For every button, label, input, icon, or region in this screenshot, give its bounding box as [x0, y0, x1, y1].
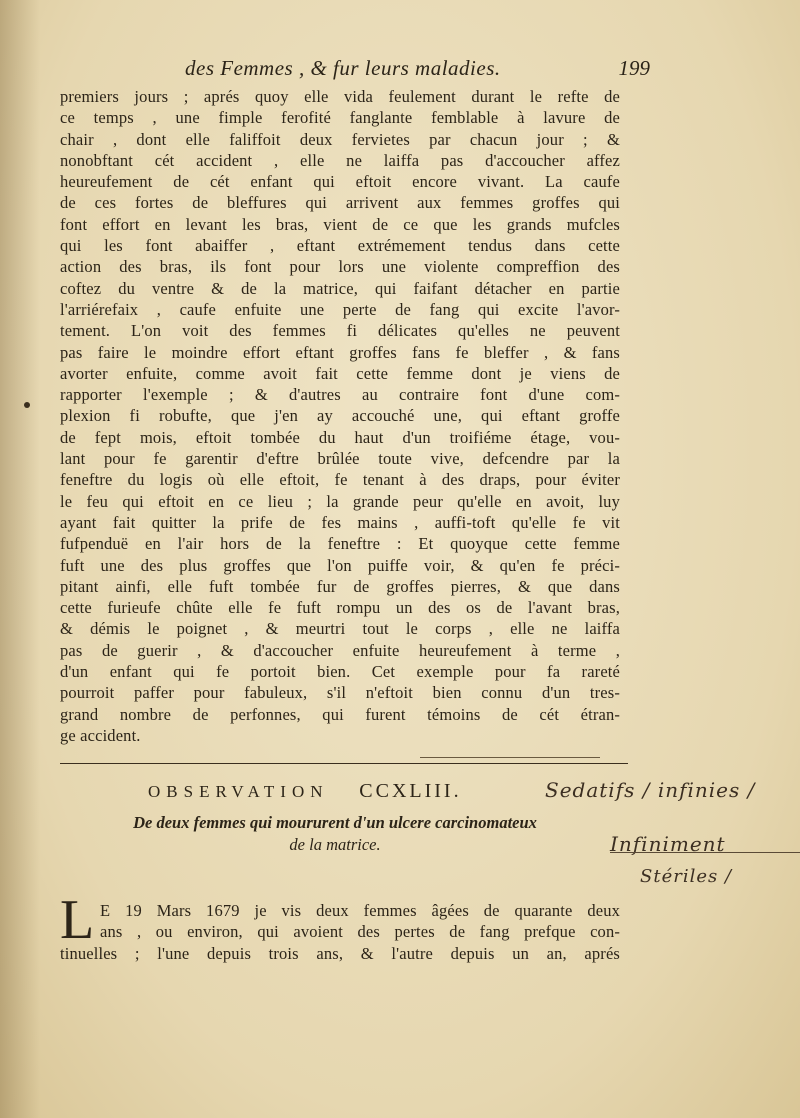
page-number: 199: [618, 56, 650, 80]
text-line: pas de guerir , & d'accoucher enfuite heureufement à terme ,: [60, 640, 620, 660]
observation-title-line2: de la matrice.: [289, 835, 381, 854]
handwritten-note-2: Infiniment: [610, 832, 726, 856]
text-line: heureufement de cét enfant qui eftoit encore vivant. La caufe: [60, 172, 620, 192]
text-line: pitant ainfi, elle fuft tombée fur de groffes pierres, & que dans: [60, 576, 620, 596]
decorative-rule-short: [420, 757, 600, 758]
observation-number: CCXLIII.: [359, 780, 462, 802]
text-line: tement. L'on voit des femmes fi délicates qu'elles ne peuvent: [60, 321, 620, 341]
text-line: de fept mois, eftoit tombée du haut d'un troifiéme étage, vou-: [60, 427, 620, 447]
text-line: premiers jours ; aprés quoy elle vida feulement durant le refte de: [60, 87, 620, 106]
text-line: ge accident.: [60, 725, 141, 745]
text-line: le feu qui eftoit en ce lieu ; la grande peur qu'elle en avoit, luy: [60, 491, 620, 511]
text-line: & démis le poignet , & meurtri tout le corps , elle ne laiffa: [60, 619, 620, 639]
handwritten-note-3: Stériles /: [640, 866, 733, 887]
text-line: chair , dont elle faliffoit deux fervietes par chacun jour ; &: [60, 129, 620, 149]
running-head: [60, 56, 650, 86]
text-line: lant pour fe garentir d'eftre brûlée toute vive, defcendre par la: [60, 449, 620, 469]
text-line: d'un enfant qui fe portoit bien. Cet exemple pour fa rareté: [60, 662, 620, 682]
text-line: E 19 Mars 1679 je vis deux femmes âgées de quarante deux: [100, 901, 620, 920]
text-line: rapporter l'exemple ; & d'autres au contraire font d'une com-: [60, 385, 620, 405]
text-line: avorter enfuite, comme avoit fait cette femme dont je viens de: [60, 363, 620, 383]
text-line: cette furieufe chûte elle fe fuft rompu un des os de l'avant bras,: [60, 598, 620, 618]
observation-heading: [148, 780, 528, 806]
handwritten-underline: [610, 852, 800, 853]
text-line: nonobftant cét accident , elle ne laiffa pas d'accoucher affez: [60, 150, 620, 170]
observation-label: OBSERVATION: [148, 782, 329, 801]
text-line: pourroit paffer pour fabuleux, s'il n'eftoit bien connu d'un tres-: [60, 683, 620, 703]
text-line: pas faire le moindre effort eftant groffes fans fe bleffer , & fans: [60, 342, 620, 362]
text-line: de ces fortes de bleffures qui arrivent aux femmes groffes qui: [60, 193, 620, 213]
text-line: plexion fi robufte, que j'en ay accouché une, qui eftant groffe: [60, 406, 620, 426]
text-line: feneftre du logis où elle eftoit, fe tenant à des draps, pour éviter: [60, 470, 620, 490]
running-title: des Femmes , & fur leurs maladies.: [185, 56, 501, 80]
text-line: action des bras, ils font pour lors une violente compreffion des: [60, 257, 620, 277]
observation-title: [100, 812, 570, 856]
text-line: tinuelles ; l'une depuis trois ans, & l'autre depuis un an, aprés: [60, 943, 620, 963]
observation-paragraph: [60, 900, 620, 964]
handwritten-note-1: Sedatifs / infinies /: [545, 778, 756, 802]
body-paragraph: [60, 86, 620, 746]
text-line: ce temps , une fimple ferofité fanglante femblable à lavure de: [60, 108, 620, 128]
text-line: l'arriérefaix , caufe enfuite une perte de fang qui excite l'avor-: [60, 299, 620, 319]
text-line: font effort en levant les bras, vient de ce que les grands mufcles: [60, 214, 620, 234]
drop-cap: L: [60, 889, 95, 951]
text-line: ayant fait quitter la prife de fes mains , auffi-toft qu'elle fe vit: [60, 512, 620, 532]
margin-mark: [24, 402, 30, 408]
text-line: fufpenduë en l'air hors de la feneftre : Et quoyque cette femme: [60, 534, 620, 554]
text-line: coftez du ventre & de la matrice, qui faifant détacher en partie: [60, 278, 620, 298]
observation-title-line1: De deux femmes qui moururent d'un ulcere carcinomateux: [133, 813, 537, 832]
text-line: fuft une des plus groffes que l'on puiffe voir, & qu'en fe préci-: [60, 555, 620, 575]
text-line: grand nombre de perfonnes, qui furent témoins de cét étran-: [60, 704, 620, 724]
section-divider: [60, 763, 628, 764]
text-line: ans , ou environ, qui avoient des pertes de fang prefque con-: [100, 922, 620, 942]
text-line: qui les font abaiffer , eftant extrémement tendus dans cette: [60, 236, 620, 256]
binding-shadow: [0, 0, 40, 1118]
